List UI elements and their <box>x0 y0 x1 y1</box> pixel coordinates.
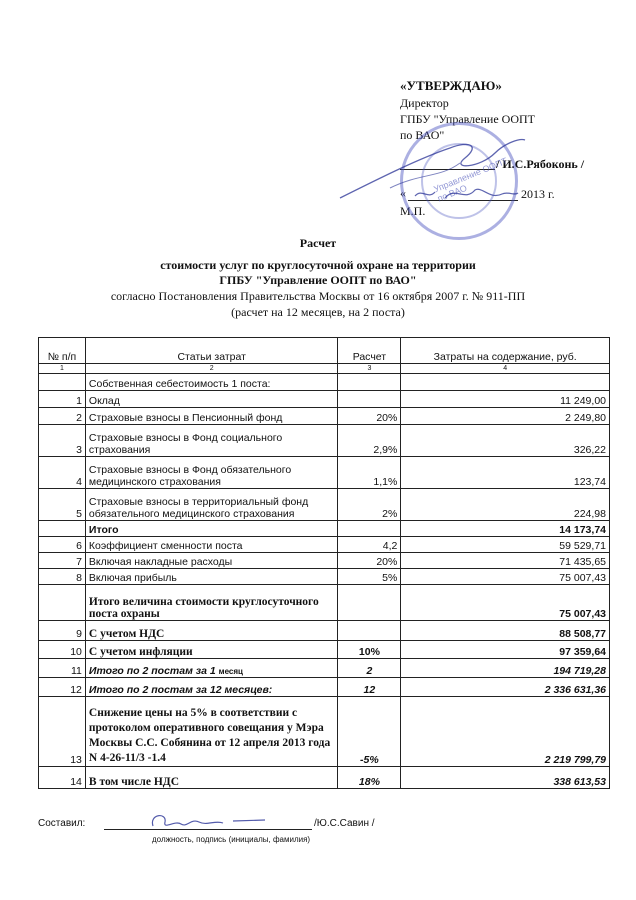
row-cost: 59 529,71 <box>401 537 610 553</box>
table-row-subtotal <box>39 521 610 537</box>
header-cost: Затраты на содержание, руб. <box>401 338 610 364</box>
row-cost: 224,98 <box>401 489 610 521</box>
column-number-row <box>39 364 610 374</box>
row-calc: 4,2 <box>338 537 401 553</box>
row-num: 10 <box>39 641 86 659</box>
row-cost: 123,74 <box>401 457 610 489</box>
row-num: 5 <box>39 489 86 521</box>
table-row <box>39 537 610 553</box>
row-calc: 1,1% <box>338 457 401 489</box>
title-line4: (расчет на 12 месяцев, на 2 поста) <box>231 305 405 319</box>
row-cost: 11 249,00 <box>401 391 610 408</box>
row-num: 12 <box>39 678 86 697</box>
row-item: Снижение цены на 5% в соответствии с протоколом оперативного совещания у Мэра Москвы С.С. Собянина от 12 апреля 2013 года N 4-26-11/3 -1.4 <box>85 697 338 767</box>
table-row <box>39 641 610 659</box>
table-row <box>39 569 610 585</box>
row-item: С учетом инфляции <box>85 641 338 659</box>
row-num <box>39 374 86 391</box>
row-item: Коэффициент сменности поста <box>85 537 338 553</box>
table-row <box>39 391 610 408</box>
row-cost: 71 435,65 <box>401 553 610 569</box>
row-item: Собственная себестоимость 1 поста: <box>85 374 338 391</box>
row-cost: 2 249,80 <box>401 408 610 425</box>
table-row <box>39 697 610 767</box>
table-row <box>39 659 610 678</box>
row-item: Оклад <box>85 391 338 408</box>
header-num: № п/п <box>39 338 86 364</box>
row-cost: 88 508,77 <box>401 621 610 641</box>
row-item: Итого по 2 постам за 12 месяцев: <box>85 678 338 697</box>
approval-position: Директор <box>400 96 449 110</box>
row-cost: 75 007,43 <box>401 585 610 621</box>
row-num: 13 <box>39 697 86 767</box>
row-num: 6 <box>39 537 86 553</box>
row-calc <box>338 374 401 391</box>
row-calc: 5% <box>338 569 401 585</box>
row-cost <box>401 374 610 391</box>
row-calc: 2 <box>338 659 401 678</box>
signature-caption: должность, подпись (инициалы, фамилия) <box>152 835 311 844</box>
row-calc: 2% <box>338 489 401 521</box>
row-calc: 20% <box>338 553 401 569</box>
row-num: 11 <box>39 659 86 678</box>
col-number: 2 <box>85 364 338 374</box>
row-item: Страховые взносы в Пенсионный фонд <box>85 408 338 425</box>
row-item-main: Итого по 2 постам за 1 <box>88 665 216 677</box>
table-row <box>39 425 610 457</box>
row-cost: 14 173,74 <box>401 521 610 537</box>
date-handwriting-icon <box>410 184 520 204</box>
table-row <box>39 621 610 641</box>
signatory-name: / И.С.Рябоконь / <box>496 157 585 171</box>
compiled-by-label: Составил: <box>38 818 86 829</box>
table-row <box>39 457 610 489</box>
row-item: Итого <box>85 521 338 537</box>
row-cost: 338 613,53 <box>401 767 610 789</box>
doc-title: Расчет <box>299 236 337 250</box>
col-number: 1 <box>39 364 86 374</box>
title-line2: ГПБУ "Управление ООПТ по ВАО" <box>219 273 417 287</box>
compiler-name: /Ю.С.Савин / <box>314 818 375 829</box>
row-item: Страховые взносы в территориальный фонд обязательного медицинского страхования <box>85 489 338 521</box>
row-cost: 326,22 <box>401 425 610 457</box>
row-num <box>39 585 86 621</box>
stamp-text: Управление ООПТ по ВАО <box>432 155 509 204</box>
row-num <box>39 521 86 537</box>
row-num: 7 <box>39 553 86 569</box>
table-row <box>39 767 610 789</box>
row-num: 4 <box>39 457 86 489</box>
row-calc: 2,9% <box>338 425 401 457</box>
approval-org-line1: ГПБУ "Управление ООПТ <box>400 112 535 126</box>
row-num: 3 <box>39 425 86 457</box>
row-calc <box>338 521 401 537</box>
col-number: 3 <box>338 364 401 374</box>
row-cost: 2 219 799,79 <box>401 697 610 767</box>
approval-year: 2013 г. <box>521 187 555 201</box>
row-item: Включая прибыль <box>85 569 338 585</box>
table-row <box>39 408 610 425</box>
row-item: Включая накладные расходы <box>85 553 338 569</box>
row-calc: 18% <box>338 767 401 789</box>
row-num: 14 <box>39 767 86 789</box>
row-item: С учетом НДС <box>85 621 338 641</box>
table-row <box>39 678 610 697</box>
row-cost: 2 336 631,36 <box>401 678 610 697</box>
row-num: 1 <box>39 391 86 408</box>
row-calc: -5% <box>338 697 401 767</box>
row-num: 2 <box>39 408 86 425</box>
row-num: 8 <box>39 569 86 585</box>
col-number: 4 <box>401 364 610 374</box>
row-item: Страховые взносы в Фонд обязательного медицинского страхования <box>85 457 338 489</box>
approval-org-line2: по ВАО" <box>400 128 445 142</box>
table-row <box>39 553 610 569</box>
title-line3: согласно Постановления Правительства Москвы от 16 октября 2007 г. № 911-ПП <box>110 289 526 303</box>
compiler-signature-icon <box>145 808 275 834</box>
row-item: Страховые взносы в Фонд социального страхования <box>85 425 338 457</box>
row-item: В том числе НДС <box>85 767 338 789</box>
row-item: Итого величина стоимости круглосуточного поста охраны <box>85 585 338 621</box>
table-row <box>39 374 610 391</box>
table-row-total <box>39 585 610 621</box>
approval-heading: «УТВЕРЖДАЮ» <box>400 78 502 93</box>
row-item <box>85 659 338 678</box>
seal-mark: М.П. <box>400 204 426 218</box>
header-item: Статьи затрат <box>85 338 338 364</box>
date-open-quote: « <box>400 186 406 200</box>
row-calc: 20% <box>338 408 401 425</box>
row-calc <box>338 621 401 641</box>
table-header-row <box>39 338 610 364</box>
row-cost: 75 007,43 <box>401 569 610 585</box>
row-item-suffix: месяц <box>218 667 243 676</box>
cost-table <box>38 337 610 789</box>
row-calc <box>338 391 401 408</box>
header-calc: Расчет <box>338 338 401 364</box>
title-line1: стоимости услуг по круглосуточной охране на территории <box>160 258 476 272</box>
row-calc: 10% <box>338 641 401 659</box>
row-cost: 97 359,64 <box>401 641 610 659</box>
row-cost: 194 719,28 <box>401 659 610 678</box>
table-row <box>39 489 610 521</box>
row-calc: 12 <box>338 678 401 697</box>
row-num: 9 <box>39 621 86 641</box>
row-calc <box>338 585 401 621</box>
